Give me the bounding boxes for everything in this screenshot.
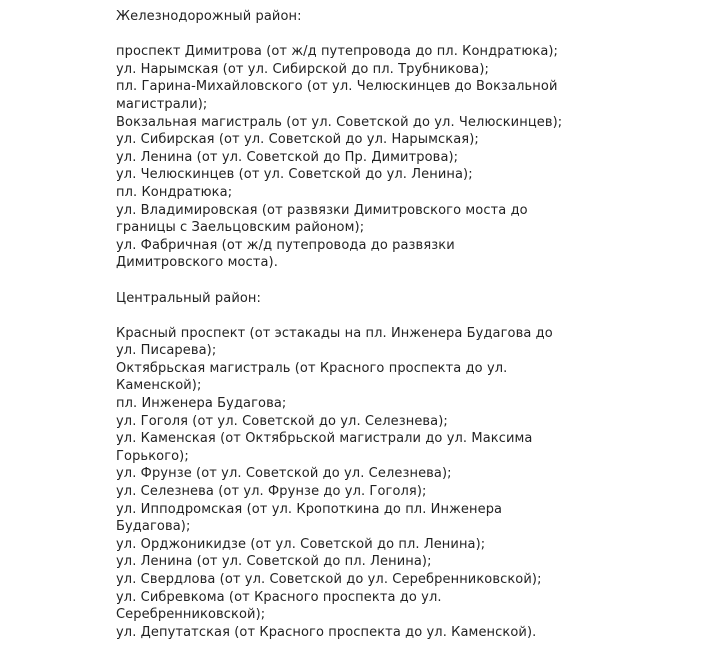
list-item: ул. Депутатская (от Красного проспекта до ул. Каменской).: [116, 624, 537, 640]
street-list-zheleznodorozhny: [116, 43, 586, 272]
list-item: ул. Гоголя (от ул. Советской до ул. Селезнева);: [116, 413, 448, 429]
list-item: Вокзальная магистраль (от ул. Советской до ул. Челюскинцев);: [116, 114, 563, 130]
list-item: Красный проспект (от эстакады на пл. Инженера Будагова до ул. Писарева);: [116, 325, 553, 359]
list-item: ул. Свердлова (от ул. Советской до ул. Серебренниковской);: [116, 572, 542, 587]
list-item: пл. Гарина-Михайловского (от ул. Челюскинцев до Вокзальной магистрали);: [116, 79, 558, 112]
list-item: ул. Каменская (от Октябрьской магистрали до ул. Максима Горького);: [116, 431, 533, 464]
list-item: ул. Ленина (от ул. Советской до пл. Ленина);: [116, 554, 432, 570]
list-item: ул. Сибирская (от ул. Советской до ул. Нарымская);: [116, 132, 479, 148]
list-item: ул. Сибревкома (от Красного проспекта до ул. Серебренниковской);: [116, 589, 442, 623]
document-body: [116, 8, 586, 659]
list-item: ул. Орджоникидзе (от ул. Советской до пл. Ленина);: [116, 536, 486, 552]
list-item: ул. Челюскинцев (от ул. Советской до ул. Ленина);: [116, 167, 473, 183]
list-item: ул. Фабричная (от ж/д путепровода до развязки Димитровского моста).: [116, 237, 455, 271]
street-list-tsentralny: [116, 325, 586, 642]
section-heading-tsentralny: Центральный район:: [116, 290, 261, 306]
list-item: ул. Фрунзе (от ул. Советской до ул. Селезнева);: [116, 466, 452, 482]
list-item: ул. Ипподромская (от ул. Кропоткина до пл. Инженера Будагова);: [116, 501, 503, 535]
list-item: проспект Димитрова (от ж/д путепровода до пл. Кондратюка);: [116, 44, 559, 60]
list-item: пл. Инженера Будагова;: [116, 396, 287, 412]
list-item: пл. Кондратюка;: [116, 184, 233, 200]
list-item: ул. Селезнева (от ул. Фрунзе до ул. Гоголя);: [116, 484, 427, 500]
list-item: ул. Владимировская (от развязки Димитровского моста до границы с Заельцовским районом);: [116, 202, 528, 236]
section-heading-zheleznodorozhny: Железнодорожный район:: [116, 9, 302, 24]
list-item: ул. Ленина (от ул. Советской до Пр. Димитрова);: [116, 149, 459, 165]
list-item: ул. Нарымская (от ул. Сибирской до пл. Трубникова);: [116, 61, 490, 77]
list-item: Октябрьская магистраль (от Красного проспекта до ул. Каменской);: [116, 360, 508, 394]
